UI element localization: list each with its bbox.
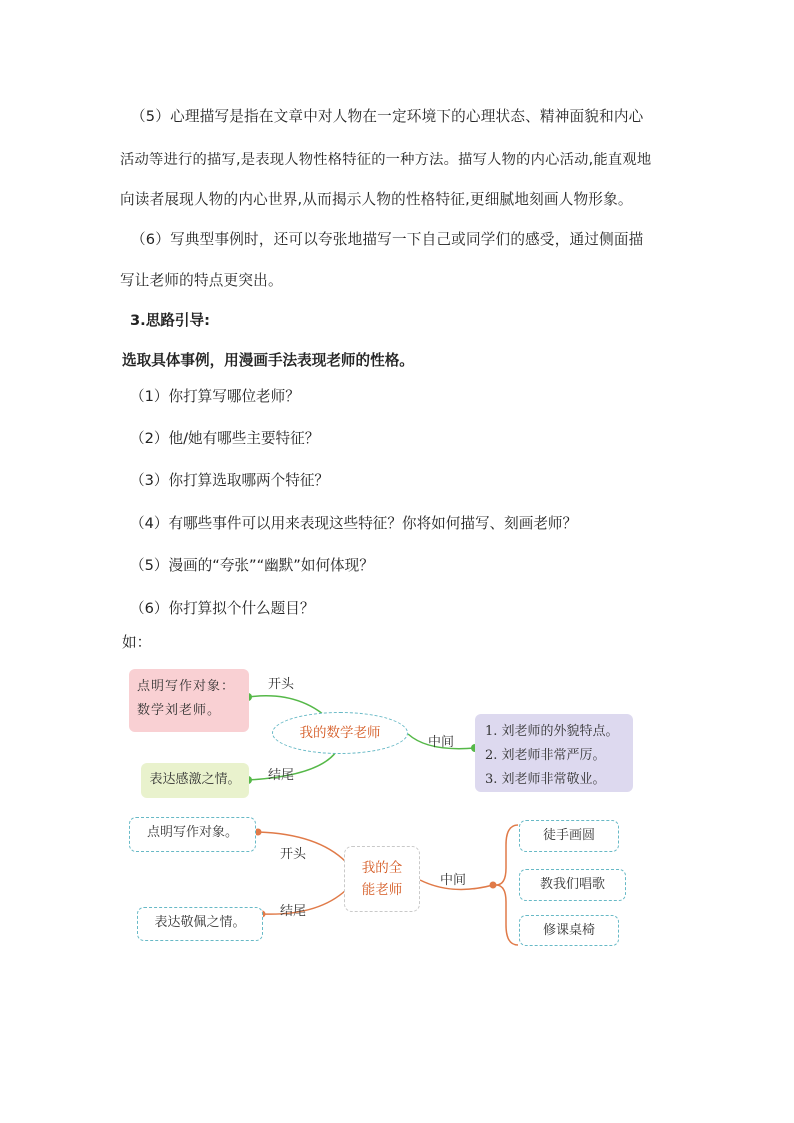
map2-start-label: 开头 xyxy=(280,847,307,862)
question-5: （5）漫画的“夸张”“幽默”如何体现？ xyxy=(130,557,374,574)
map2-center-node xyxy=(344,846,420,912)
map1-middle-label: 中间 xyxy=(428,735,455,750)
example-label: 如： xyxy=(122,634,152,651)
map1-end-label: 结尾 xyxy=(268,768,295,783)
map2-middle-label: 中间 xyxy=(440,873,467,888)
map1-start-box-line1: 点明写作对象： xyxy=(137,679,236,694)
map1-middle-item-3: 3. 刘老师非常敬业。 xyxy=(485,772,606,787)
map2-brace xyxy=(496,825,518,945)
map2-center-line1: 我的全 xyxy=(361,860,403,876)
question-3: （3）你打算选取哪两个特征？ xyxy=(130,472,330,489)
map2-middle-dot xyxy=(490,882,497,889)
question-6: （6）你打算拟个什么题目？ xyxy=(130,600,315,617)
question-2: （2）他/她有哪些主要特征？ xyxy=(130,430,320,447)
map1-start-box-line2: 数学刘老师。 xyxy=(137,703,222,718)
question-1: （1）你打算写哪位老师？ xyxy=(130,388,300,405)
map2-middle-item-1: 徒手画圆 xyxy=(519,820,619,852)
map2-end-box: 表达敬佩之情。 xyxy=(137,907,263,941)
section-heading: 3.思路引导: xyxy=(130,312,210,329)
paragraph-5-line-2: 活动等进行的描写,是表现人物性格特征的一种方法。描写人物的内心活动,能直观地 xyxy=(120,152,652,168)
paragraph-5-line-1: （5）心理描写是指在文章中对人物在一定环境下的心理状态、精神面貌和内心 xyxy=(131,108,644,125)
map1-start-box xyxy=(129,669,249,732)
paragraph-6-line-2: 写让老师的特点更突出。 xyxy=(120,272,283,289)
map1-middle-item-2: 2. 刘老师非常严厉。 xyxy=(485,748,606,763)
map2-end-label: 结尾 xyxy=(280,904,307,919)
map1-middle-box xyxy=(475,714,633,792)
paragraph-6-line-1: （6）写典型事例时，还可以夸张地描写一下自己或同学们的感受，通过侧面描 xyxy=(131,231,644,248)
map1-start-label: 开头 xyxy=(268,677,295,692)
paragraph-5-line-3: 向读者展现人物的内心世界,从而揭示人物的性格特征,更细腻地刻画人物形象。 xyxy=(120,191,633,208)
map2-middle-item-2: 教我们唱歌 xyxy=(519,869,626,901)
map1-center-node: 我的数学老师 xyxy=(272,712,408,754)
question-4: （4）有哪些事件可以用来表现这些特征？你将如何描写、刻画老师？ xyxy=(130,515,578,532)
section-lead: 选取具体事例，用漫画手法表现老师的性格。 xyxy=(122,352,414,369)
map2-start-box: 点明写作对象。 xyxy=(129,817,256,852)
map1-end-box: 表达感激之情。 xyxy=(141,763,249,798)
map2-middle-item-3: 修课桌椅 xyxy=(519,915,619,946)
map2-center-line2: 能老师 xyxy=(361,882,403,898)
map1-middle-item-1: 1. 刘老师的外貌特点。 xyxy=(485,724,619,739)
